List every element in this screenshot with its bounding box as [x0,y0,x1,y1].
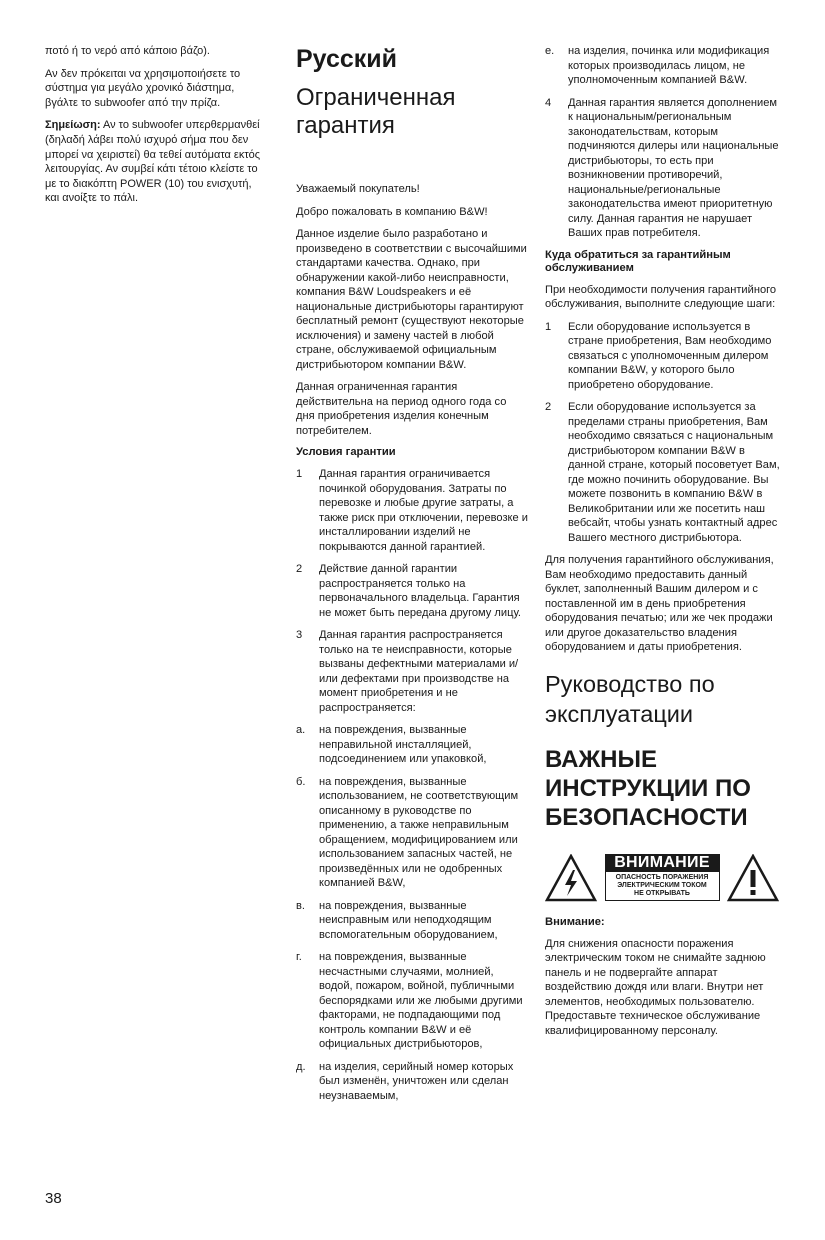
greek-note [45,118,265,206]
list-marker: 3 [296,629,303,641]
list-item [296,1060,528,1104]
list-marker: г. [296,951,302,963]
list-item [545,400,780,545]
greek-column [45,44,265,214]
warning-text [605,872,720,901]
list-text: на повреждения, вызванные несчастными случаями, молнией, водой, пожаром, войной, публичными беспорядками или же любыми другими факторами, не подпадающими под контроль компании B&W и её официальных дистрибьюторов, [319,951,523,1050]
list-text: Данная гарантия ограничивается починкой оборудования. Затраты по перевозке и любые другие затраты, а также риск при отключении, перевозке и инсталлировании изделий не покрываются данной гарантией. [319,468,528,553]
list-marker: а. [296,724,306,736]
conditions-continued-list [545,44,780,241]
list-item [296,899,528,943]
list-marker: 2 [545,401,552,413]
service-intro: При необходимости получения гарантийного обслуживания, выполните следующие шаги: [545,283,777,310]
list-marker: д. [296,1060,306,1073]
list-item [296,467,528,554]
greek-note-label: Σημείωση: [45,119,101,132]
list-text: на повреждения, вызванные использованием, не соответствующим описанному в руководстве по применению, а также неправильным обращением, модифицированием или использованием запасных частей, не произведённых или не одобренных компанией B&W, [319,775,519,889]
russian-service-column [545,44,780,1046]
list-marker: е. [545,45,555,57]
list-item [545,44,780,88]
list-text: на изделия, серийный номер которых был изменён, уничтожен или сделан неузнаваемым, [319,1060,514,1102]
list-text: Данная гарантия распространяется только на те неисправности, которые вызваны дефектными материалами и/или дефектами при производстве на момент приобретения и не распространяется: [319,629,519,714]
list-marker: в. [296,899,305,912]
conditions-list [296,467,528,1103]
warning-line: НЕ ОТКРЫВАТЬ [634,890,690,897]
welcome-text: Добро пожаловать в компанию B&W! [296,205,488,218]
service-steps-list [545,320,780,546]
list-text: Если оборудование используется за пределами страны приобретения, Вам необходимо связаться с национальным дистрибьютором компании B&W в данной стране, который посоветует Вам, где можно починить оборудование. Вы можете позвонить в компанию B&W в Великобритании или же посетить наш вебсайт, чтобы узнать контактный адрес Вашего местного дистрибьютора. [568,401,780,544]
greek-paragraph: Αν δεν πρόκειται να χρησιμοποιήσετε το σύστημα για μεγάλο χρονικό διάστημα, βγάλτε το subwoofer από την πρίζα. [45,67,241,109]
greek-note-text: Αν το subwoofer υπερθερμανθεί (δηλαδή λάβει πολύ ισχυρό σήμα που δεν μπορεί να χειριστεί) θα τεθεί αυτόματα εκτός λειτουργίας. Αν συμβεί κάτι τέτοιο κλείστε το με το διακόπτη POWER (10) του ενισχυτή, και ανοίξτε το πάλι. [45,119,261,205]
conditions-heading: Условия гарантии [296,446,396,458]
warranty-title: Ограниченная гарантия [296,84,456,139]
list-item [545,320,780,393]
attention-heading: Внимание: [545,915,605,928]
safety-title: ВАЖНЫЕ ИНСТРУКЦИИ ПО БЕЗОПАСНОСТИ [545,745,751,831]
list-marker: 4 [545,96,552,109]
list-text: на изделия, починка или модификация которых производилась лицом, не уполномоченным компанией B&W. [568,45,770,86]
warning-title: ВНИМАНИЕ [605,854,720,872]
validity-paragraph: Данная ограниченная гарантия действительна на период одного года со дня приобретения изделия конечным потребителем. [296,381,507,437]
attention-text: Для снижения опасности поражения электрическим током не снимайте заднюю панель и не подвергайте аппарат воздействию дождя или влаги. Внутри нет элементов, необходимых пользователю. Предоставьте техническое обслуживание квалифицированному персоналу. [545,937,766,1037]
list-item [296,950,528,1052]
warning-line: ЭЛЕКТРИЧЕСКИМ ТОКОМ [617,882,707,889]
list-text: на повреждения, вызванные неисправным или неподходящим вспомогательным оборудованием, [319,899,498,941]
lightning-warning-icon [545,854,597,902]
list-item [296,562,528,620]
language-heading: Русский [296,45,398,73]
list-text: Действие данной гарантии распространяется только на первоначального владельца. Гарантия не может быть передана другому лицу. [319,563,521,619]
list-text: Данная гарантия является дополнением к национальным/региональным законодательствам, которым подчиняются дилеры или национальные дистрибьюторы, то есть при возникновении противоречий, национальные/региональные законодательства имеют приоритетную силу. Данная гарантия не нарушает Ваших прав потребителя. [568,96,779,239]
exclamation-warning-icon [727,854,779,902]
greeting: Уважаемый покупатель! [296,183,420,195]
warning-line: ОПАСНОСТЬ ПОРАЖЕНИЯ [615,874,709,881]
russian-warranty-column [296,44,528,1111]
list-text: Если оборудование используется в стране приобретения, Вам необходимо связаться с уполномоченным дилером компании B&W, у которого было приобретено оборудование. [568,320,772,391]
list-item [545,96,780,241]
page-number: 38 [45,1190,62,1207]
list-item [296,723,528,767]
list-text: на повреждения, вызванные неправильной инсталляцией, подсоединением или упаковкой, [319,724,487,765]
booklet-paragraph: Для получения гарантийного обслуживания, Вам необходимо предоставить данный буклет, заполненный Вашим дилером и с поставленной им в день приобретения оборудования печатью; или же чек продажи или другое доказательство владения оборудованием и даты приобретения. [545,554,774,653]
warning-box [605,854,720,901]
warning-label [545,850,779,906]
list-marker: 1 [545,320,552,333]
list-item [296,628,528,715]
list-marker: 2 [296,563,303,575]
service-heading: Куда обратиться за гарантийным обслуживанием [545,248,731,274]
list-marker: б. [296,775,306,788]
greek-paragraph: ποτό ή το νερό από κάποιο βάζο). [45,45,210,57]
guide-title: Руководство по эксплуатации [545,670,715,727]
intro-paragraph: Данное изделие было разработано и произведено в соответствии с высочайшими стандартами качества. Однако, при обнаружении какой-либо неисправности, компания B&W Loudspeakers и её национальные дистрибьюторы гарантируют бесплатный ремонт (существуют некоторые исключения) и замену частей в любой стране, обслуживаемой официальным дистрибьютором компании B&W. [296,228,527,371]
list-item [296,775,528,891]
list-marker: 1 [296,468,303,480]
